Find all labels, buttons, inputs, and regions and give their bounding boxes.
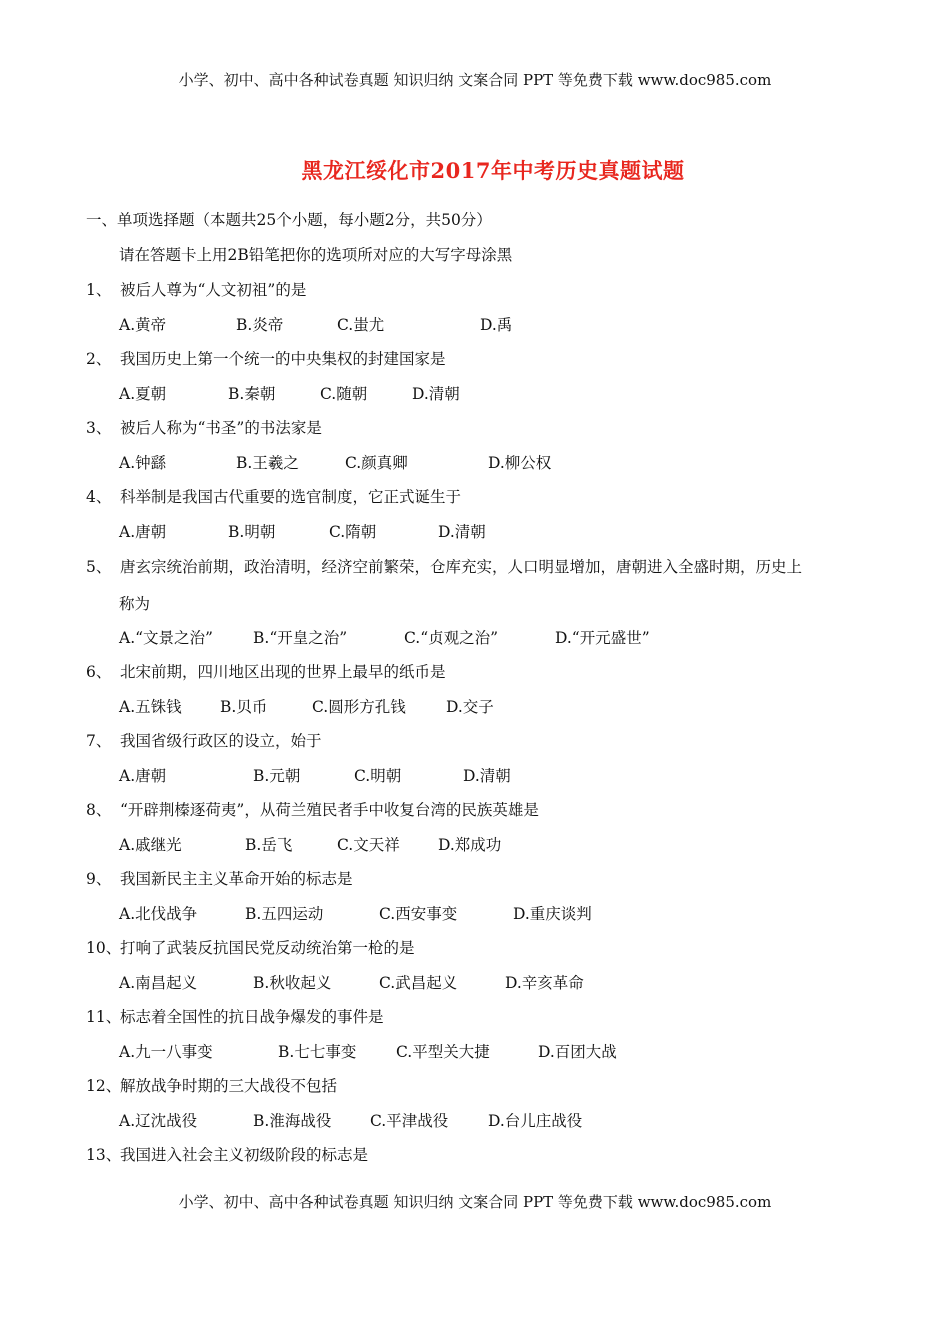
question-number: 9、: [86, 870, 112, 888]
q8-option-d[interactable]: D.郑成功: [438, 836, 502, 854]
q10-option-c[interactable]: C.武昌起义: [379, 974, 458, 992]
question-10: [86, 936, 415, 958]
q3-option-b[interactable]: B.王羲之: [236, 454, 299, 472]
question-number: 11、: [86, 1008, 122, 1026]
question-text: 被后人尊为“人文初祖”的是: [120, 281, 307, 299]
question-text: 北宋前期，四川地区出现的世界上最早的纸币是: [120, 663, 446, 681]
question-number: 12、: [86, 1077, 122, 1095]
q2-option-b[interactable]: B.秦朝: [228, 385, 276, 403]
question-number: 1、: [86, 281, 112, 299]
q12-option-a[interactable]: A.辽沈战役: [119, 1112, 198, 1130]
q7-option-b[interactable]: B.元朝: [253, 767, 301, 785]
q1-option-b[interactable]: B.炎帝: [236, 316, 284, 334]
q5-option-a[interactable]: A.“文景之治”: [119, 629, 213, 647]
question-text: 科举制是我国古代重要的选官制度，它正式诞生于: [120, 488, 462, 506]
q6-option-c[interactable]: C.圆形方孔钱: [312, 698, 406, 716]
q11-option-d[interactable]: D.百团大战: [538, 1043, 617, 1061]
page-header: 小学、初中、高中各种试卷真题 知识归纳 文案合同 PPT 等免费下载 www.doc985.com: [178, 71, 772, 89]
q9-option-b[interactable]: B.五四运动: [245, 905, 324, 923]
q6-option-a[interactable]: A.五铢钱: [119, 698, 182, 716]
q8-option-a[interactable]: A.戚继光: [119, 836, 182, 854]
q3-option-d[interactable]: D.柳公权: [488, 454, 552, 472]
q11-option-a[interactable]: A.九一八事变: [119, 1043, 213, 1061]
q11-option-c[interactable]: C.平型关大捷: [396, 1043, 490, 1061]
q10-option-a[interactable]: A.南昌起义: [119, 974, 198, 992]
question-number: 7、: [86, 732, 112, 750]
question-3: [86, 416, 322, 438]
q9-option-c[interactable]: C.西安事变: [379, 905, 458, 923]
question-4: [86, 485, 461, 507]
q12-option-b[interactable]: B.淮海战役: [253, 1112, 332, 1130]
q10-option-d[interactable]: D.辛亥革命: [505, 974, 584, 992]
q1-option-c[interactable]: C.蚩尤: [337, 316, 385, 334]
q2-option-c[interactable]: C.随朝: [320, 385, 368, 403]
page-footer: 小学、初中、高中各种试卷真题 知识归纳 文案合同 PPT 等免费下载 www.doc985.com: [178, 1193, 772, 1211]
question-text: 唐玄宗统治前期，政治清明，经济空前繁荣，仓库充实，人口明显增加，唐朝进入全盛时期，历史上: [120, 558, 803, 576]
exam-title: 黑龙江绥化市2017年中考历史真题试题: [301, 158, 685, 183]
q3-option-c[interactable]: C.颜真卿: [345, 454, 408, 472]
question-number: 2、: [86, 350, 112, 368]
q5-option-c[interactable]: C.“贞观之治”: [404, 629, 499, 647]
question-11: [86, 1005, 384, 1027]
q8-option-c[interactable]: C.文天祥: [337, 836, 400, 854]
q4-option-d[interactable]: D.清朝: [438, 523, 486, 541]
q12-option-c[interactable]: C.平津战役: [370, 1112, 449, 1130]
question-8: [86, 798, 539, 820]
section-heading: 一、单项选择题（本题共25个小题，每小题2分，共50分）: [86, 211, 492, 229]
q1-option-a[interactable]: A.黄帝: [119, 316, 167, 334]
q6-option-b[interactable]: B.贝币: [220, 698, 268, 716]
q1-option-d[interactable]: D.禹: [480, 316, 513, 334]
q4-option-b[interactable]: B.明朝: [228, 523, 276, 541]
question-text: “开辟荆榛逐荷夷”，从荷兰殖民者手中收复台湾的民族英雄是: [120, 801, 539, 819]
q7-option-a[interactable]: A.唐朝: [119, 767, 167, 785]
q5-option-d[interactable]: D.“开元盛世”: [555, 629, 650, 647]
question-7: [86, 729, 322, 751]
question-number: 13、: [86, 1146, 122, 1164]
question-1: [86, 278, 306, 300]
question-text: 我国进入社会主义初级阶段的标志是: [120, 1146, 369, 1164]
question-number: 8、: [86, 801, 112, 819]
question-text: 我国省级行政区的设立，始于: [120, 732, 322, 750]
q6-option-d[interactable]: D.交子: [446, 698, 494, 716]
question-number: 3、: [86, 419, 112, 437]
q2-option-a[interactable]: A.夏朝: [119, 385, 167, 403]
question-text: 标志着全国性的抗日战争爆发的事件是: [120, 1008, 384, 1026]
question-number: 5、: [86, 558, 112, 576]
question-5-continuation: 称为: [119, 595, 151, 613]
question-6: [86, 660, 446, 682]
q9-option-a[interactable]: A.北伐战争: [119, 905, 198, 923]
question-text: 解放战争时期的三大战役不包括: [120, 1077, 338, 1095]
q9-option-d[interactable]: D.重庆谈判: [513, 905, 592, 923]
question-5: [86, 555, 802, 577]
question-9: [86, 867, 353, 889]
q2-option-d[interactable]: D.清朝: [412, 385, 460, 403]
q11-option-b[interactable]: B.七七事变: [278, 1043, 357, 1061]
question-13: [86, 1143, 368, 1165]
question-number: 4、: [86, 488, 112, 506]
question-number: 6、: [86, 663, 112, 681]
q3-option-a[interactable]: A.钟繇: [119, 454, 167, 472]
section-instruction: 请在答题卡上用2B铅笔把你的选项所对应的大写字母涂黑: [119, 246, 513, 264]
q12-option-d[interactable]: D.台儿庄战役: [488, 1112, 583, 1130]
q4-option-c[interactable]: C.隋朝: [329, 523, 377, 541]
q4-option-a[interactable]: A.唐朝: [119, 523, 167, 541]
question-text: 我国历史上第一个统一的中央集权的封建国家是: [120, 350, 446, 368]
question-number: 10、: [86, 939, 122, 957]
q8-option-b[interactable]: B.岳飞: [245, 836, 293, 854]
q7-option-d[interactable]: D.清朝: [463, 767, 511, 785]
q10-option-b[interactable]: B.秋收起义: [253, 974, 332, 992]
q7-option-c[interactable]: C.明朝: [354, 767, 402, 785]
q5-option-b[interactable]: B.“开皇之治”: [253, 629, 348, 647]
question-2: [86, 347, 446, 369]
question-text: 打响了武装反抗国民党反动统治第一枪的是: [120, 939, 415, 957]
question-text: 我国新民主主义革命开始的标志是: [120, 870, 353, 888]
question-12: [86, 1074, 337, 1096]
question-text: 被后人称为“书圣”的书法家是: [120, 419, 322, 437]
